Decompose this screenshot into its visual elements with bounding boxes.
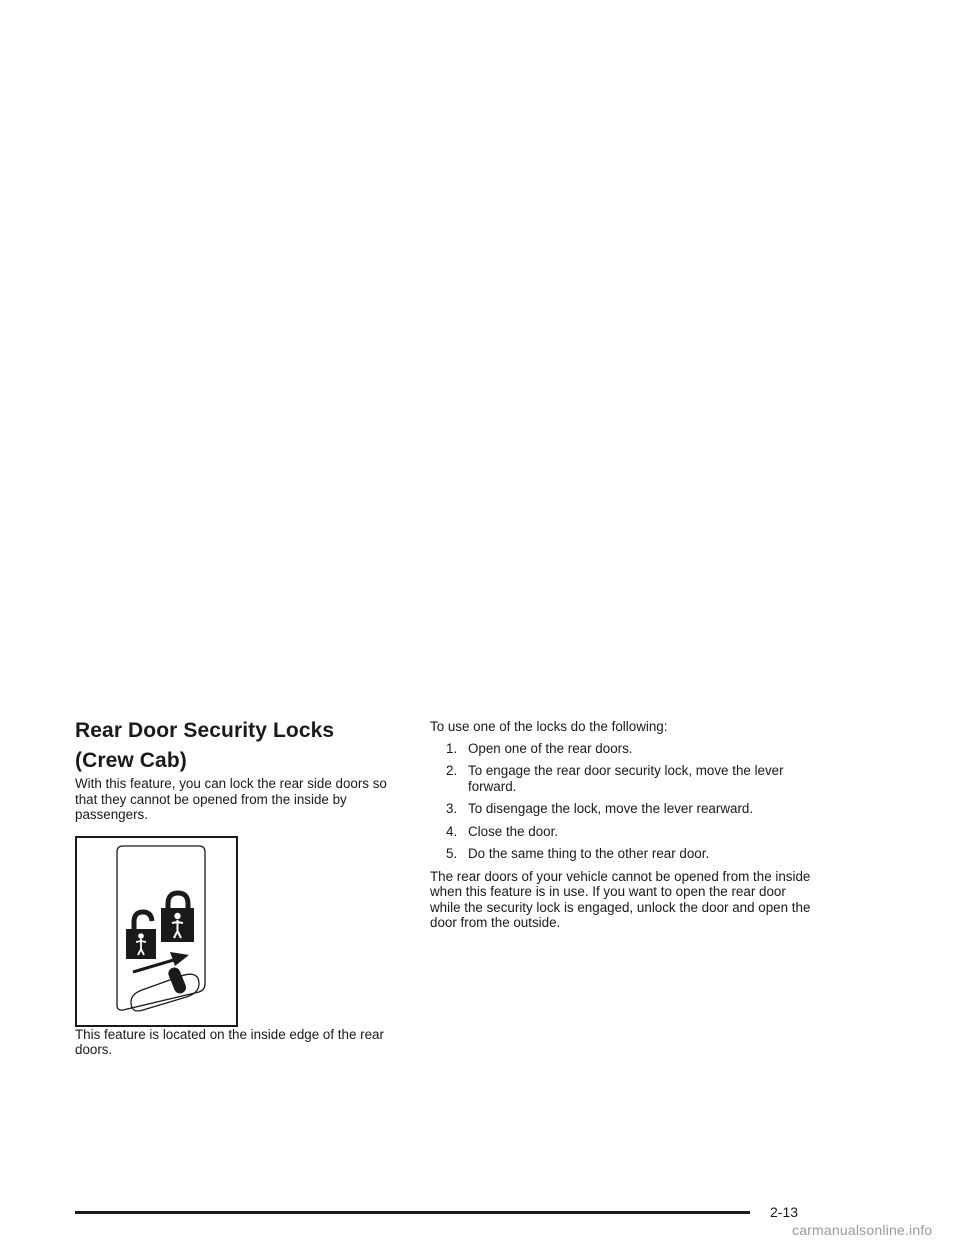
step-number: 2. bbox=[446, 763, 458, 778]
list-item bbox=[430, 763, 815, 794]
list-item bbox=[430, 801, 815, 817]
step-text: Open one of the rear doors. bbox=[468, 740, 633, 756]
step-text: Close the door. bbox=[468, 823, 559, 839]
list-item bbox=[430, 824, 815, 840]
section-title-line1: Rear Door Security Locks bbox=[75, 719, 335, 742]
closing-paragraph: The rear doors of your vehicle cannot be opened from the inside when this feature is in use. If you want to open the rear door while the security lock is engaged, unlock the door and open the door from the outside. bbox=[430, 868, 811, 930]
step-text: To disengage the lock, move the lever rearward. bbox=[468, 801, 754, 816]
step-text: Do the same thing to the other rear door. bbox=[468, 846, 710, 861]
intro-paragraph: With this feature, you can lock the rear side doors so that they cannot be opened from the inside by passengers. bbox=[75, 776, 387, 822]
section-title-line2: (Crew Cab) bbox=[75, 749, 187, 772]
step-number: 5. bbox=[446, 846, 458, 861]
locked-child-lock-icon bbox=[161, 893, 194, 942]
section-title bbox=[75, 716, 395, 776]
left-column bbox=[75, 716, 395, 1058]
list-item bbox=[430, 741, 815, 757]
instruction-steps bbox=[430, 741, 815, 862]
step-text: To engage the rear door security lock, move the lever forward. bbox=[468, 763, 784, 794]
lever-slot-icon bbox=[131, 965, 199, 1010]
step-number: 3. bbox=[446, 801, 458, 816]
right-column bbox=[430, 719, 815, 931]
unlocked-child-lock-icon bbox=[126, 912, 156, 959]
security-lock-illustration bbox=[75, 836, 238, 1027]
lock-panel-drawing bbox=[77, 838, 236, 1025]
list-item bbox=[430, 846, 815, 862]
footer-rule bbox=[75, 1211, 750, 1214]
page-number: 2-13 bbox=[770, 1204, 799, 1220]
watermark: carmanualsonline.info bbox=[792, 1222, 933, 1238]
instructions-lead: To use one of the locks do the following: bbox=[430, 719, 668, 734]
step-number: 4. bbox=[446, 823, 458, 839]
step-number: 1. bbox=[446, 740, 458, 756]
illustration-caption: This feature is located on the inside edge of the rear doors. bbox=[75, 1026, 384, 1057]
